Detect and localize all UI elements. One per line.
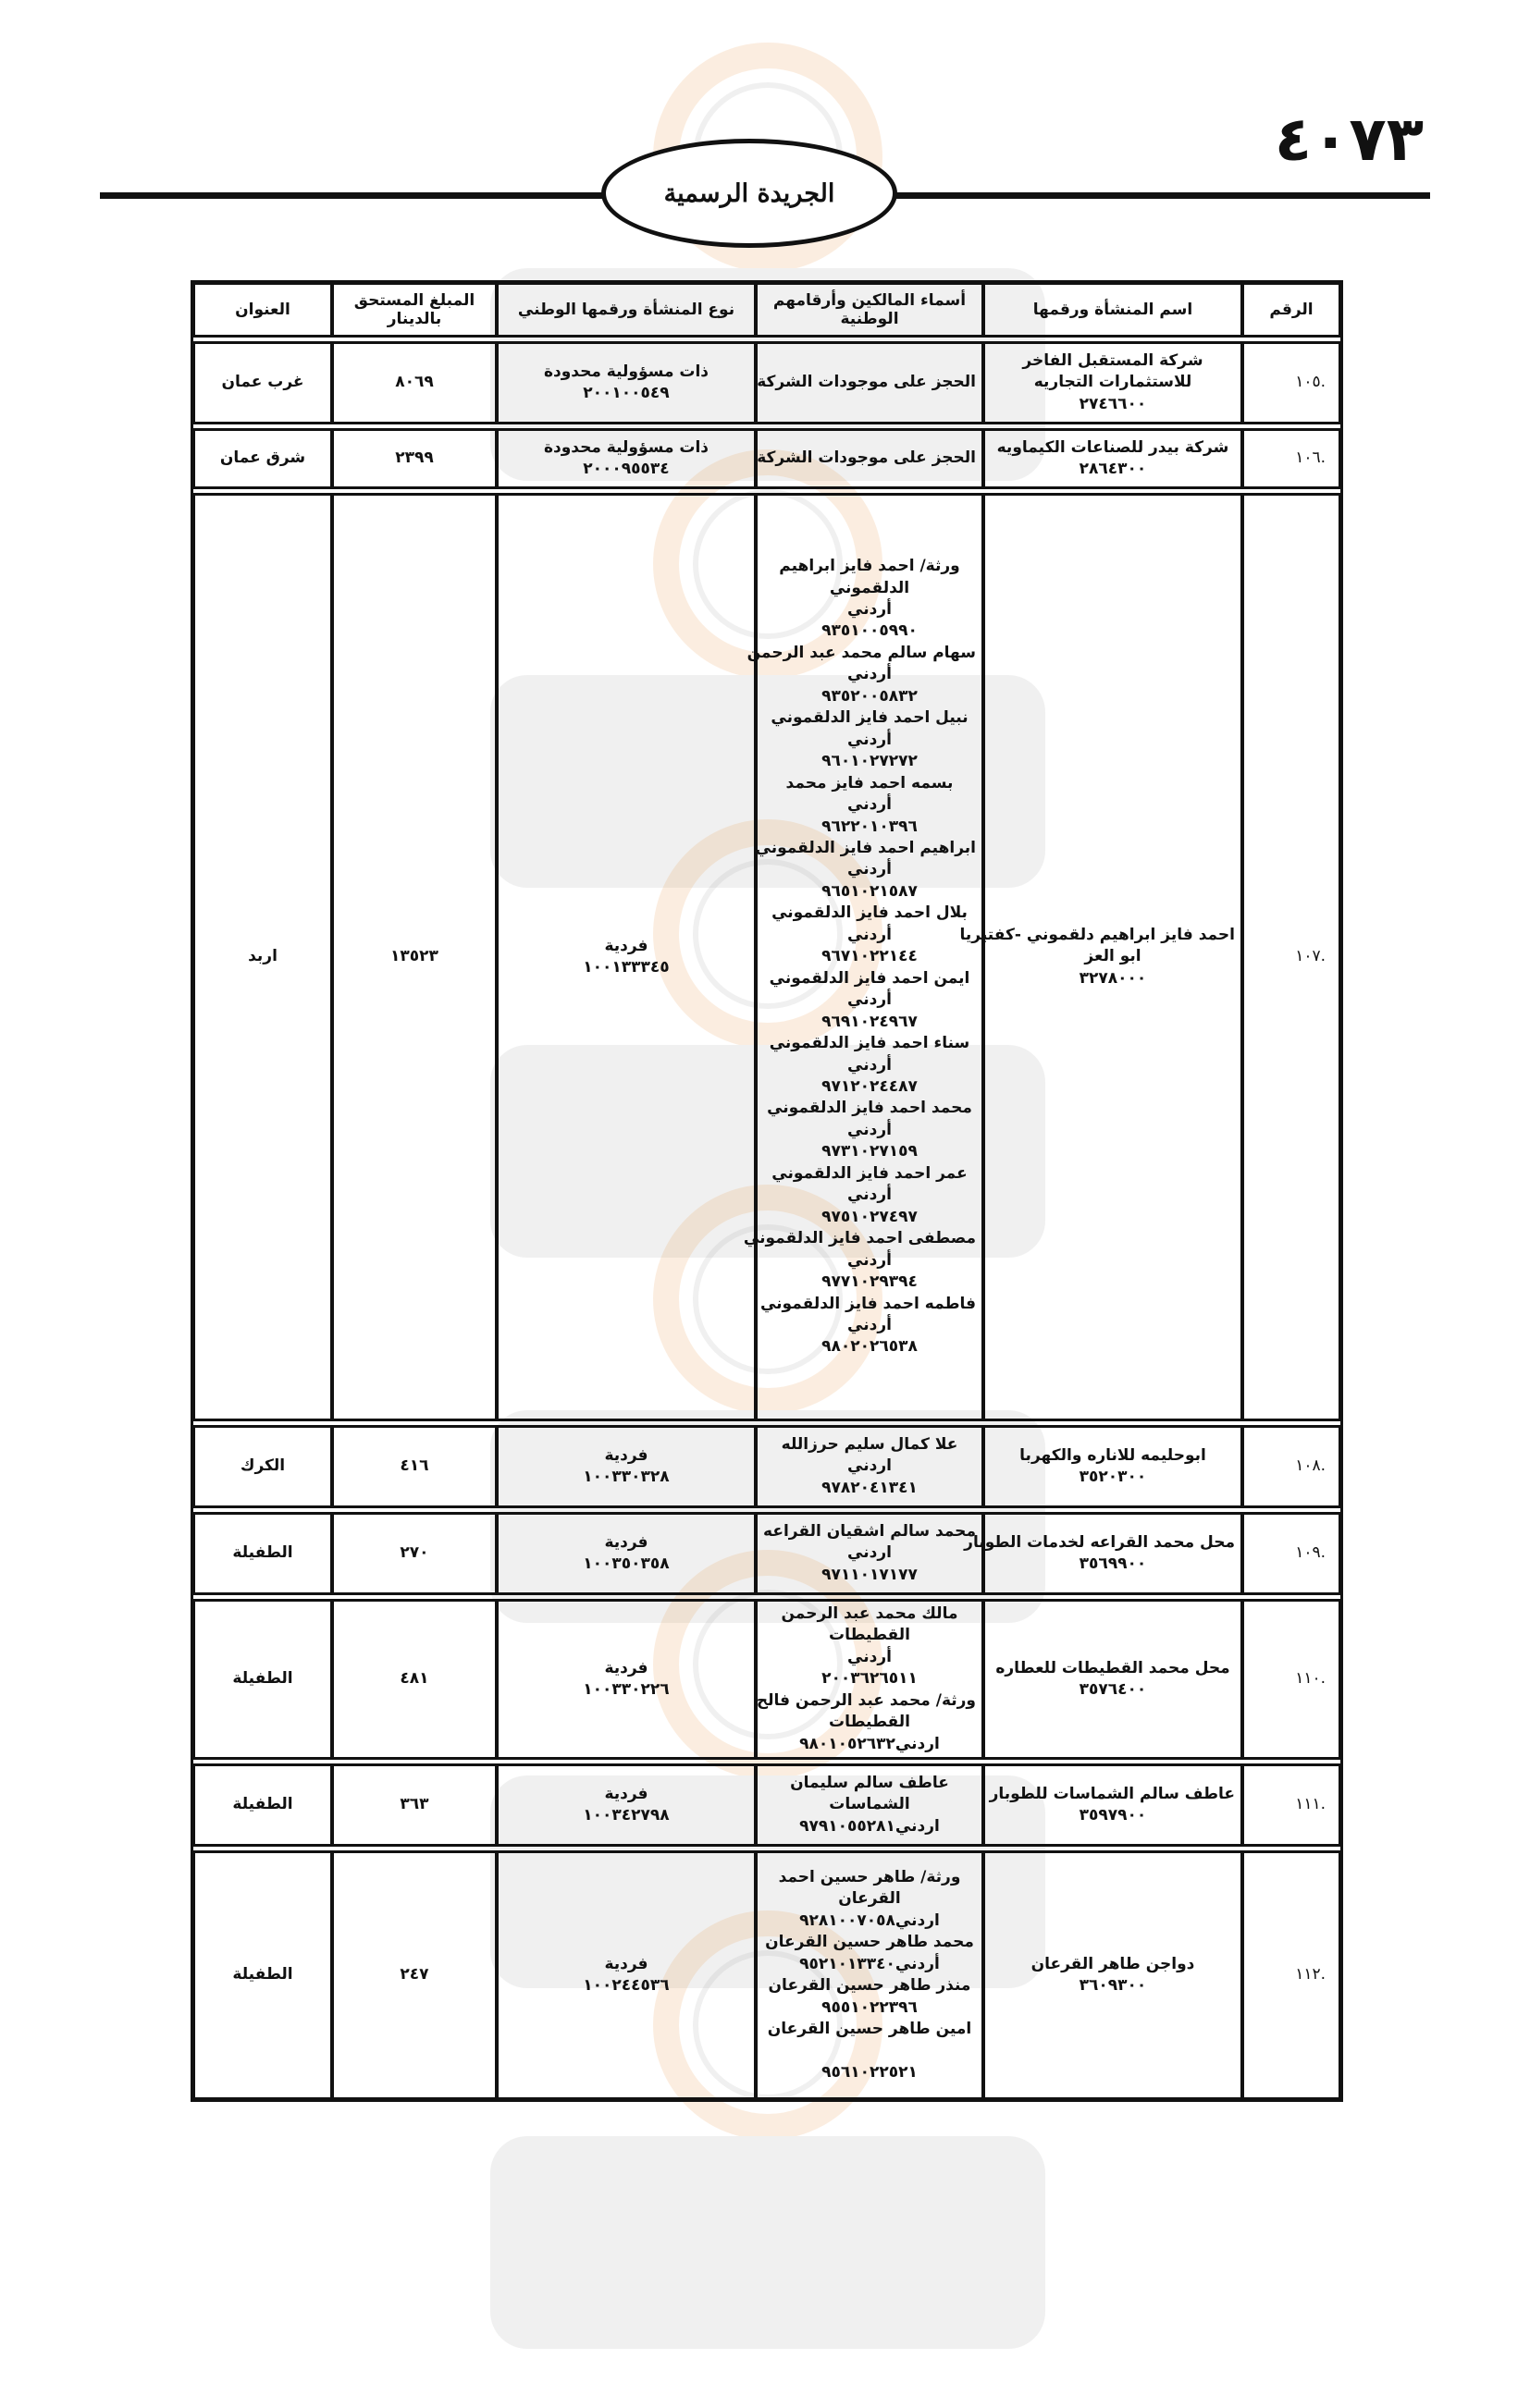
owner-line: ٩٧٣١٠٢٧١٥٩: [821, 1142, 918, 1161]
table-row: [193, 429, 1340, 488]
establishment-name-cell: [983, 1600, 1242, 1759]
table-body: [193, 337, 1340, 2099]
owner-line: أردني: [847, 990, 892, 1010]
owner-line: أردني: [847, 1250, 892, 1270]
owner-line: علا كمال سليم حرزالله: [781, 1434, 958, 1454]
column-header-type: نوع المنشأة ورقمها الوطني: [497, 283, 756, 337]
establishment-type-line: فردية: [604, 1532, 648, 1552]
establishment-name-cell: [983, 342, 1242, 424]
establishment-name-line: شركة المستقبل الفاخر: [1022, 350, 1203, 370]
row-number: .١١٠: [1242, 1600, 1340, 1759]
page-number: ٤٠٧٣: [1274, 104, 1424, 175]
address-cell: اربد: [193, 494, 332, 1420]
establishment-name-cell: [964, 1513, 1242, 1594]
owner-line: مالك محمد عبد الرحمن: [781, 1604, 958, 1623]
owner-line: ٩٧١١٠١٧١٧٧: [821, 1565, 918, 1584]
establishment-name-cell: [983, 429, 1242, 488]
establishment-name-line: ٣٥٢٠٣٠٠: [1079, 1468, 1147, 1486]
row-number: .١٠٩: [1242, 1513, 1340, 1594]
establishment-name-line: ابو العز: [1084, 947, 1141, 966]
establishment-type-line: فردية: [604, 1954, 648, 1973]
owners-cell: [756, 1513, 983, 1594]
owner-line: بسمه احمد فايز محمد: [785, 773, 954, 792]
owner-line: أردني: [847, 1186, 892, 1205]
establishment-type-line: ذات مسؤولية محدودة: [543, 437, 709, 457]
table-row: [193, 1764, 1340, 1846]
row-number: .١٠٥: [1242, 342, 1340, 424]
establishment-type-cell: [497, 429, 756, 488]
owner-line: أردني: [847, 795, 892, 815]
amount-cell: ٨٠٦٩: [332, 342, 497, 424]
owner-line: ايمن احمد فايز الدلقموني: [769, 968, 970, 988]
owners-cell: [756, 1426, 983, 1507]
row-number: .١١١: [1242, 1764, 1340, 1846]
owner-line: ٢٠٠٣٦٢٦٥١١: [821, 1669, 918, 1689]
establishment-type-line: فردية: [604, 936, 648, 955]
column-header-number: الرقم: [1242, 283, 1340, 337]
owners-cell: [756, 1600, 983, 1759]
owner-line: ابراهيم احمد فايز الدلقموني: [755, 839, 976, 857]
establishment-name-line: احمد فايز ابراهيم دلقموني -كفتيريا: [959, 925, 1235, 944]
amount-cell: ١٣٥٢٣: [332, 494, 497, 1420]
establishment-type-line: ١٠٠٣٣٠٢٢٦: [583, 1680, 670, 1700]
owner-line: ٩٥٥١٠٢٢٣٩٦: [821, 1997, 918, 2017]
owner-line: أردني: [847, 1055, 892, 1075]
owner-line: سناء احمد فايز الدلقموني: [769, 1034, 970, 1053]
establishment-name-cell: [983, 1764, 1242, 1846]
owner-line: محمد طاهر حسين القرعان: [765, 1933, 974, 1952]
column-header-establishment: اسم المنشأة ورقمها: [983, 283, 1242, 337]
establishment-name-line: ٣٥٦٩٩٠٠: [1079, 1554, 1147, 1573]
owner-line: امين طاهر حسين القرعان: [767, 2020, 972, 2039]
address-cell: الكرك: [193, 1426, 332, 1507]
owner-line: أردني: [847, 1315, 892, 1334]
gazette-title: الجريدة الرسمية: [663, 178, 835, 208]
owner-line: اردني: [847, 1456, 892, 1476]
amount-cell: ٤٨١: [332, 1600, 497, 1759]
owner-line: اردني: [847, 1543, 892, 1563]
column-header-owners: أسماء المالكين وأرقامهم الوطنية: [756, 283, 983, 337]
owner-line: اردني٩٢٨١٠٠٧٠٥٨: [799, 1910, 940, 1930]
address-cell: الطفيلة: [193, 1851, 332, 2099]
establishment-name-line: ٢٨٦٤٣٠٠: [1079, 460, 1147, 478]
establishment-name-line: محل محمد القراعه لخدمات الطوبار: [964, 1532, 1235, 1552]
establishment-type-line: ١٠٠٣٥٠٣٥٨: [583, 1554, 670, 1573]
amount-cell: ٢٣٩٩: [332, 429, 497, 488]
owner-line: أردني: [847, 860, 892, 879]
owner-line: ٩٦٢٢٠١٠٣٩٦: [821, 817, 918, 836]
table-row: [193, 1851, 1340, 2099]
establishment-type-cell: [497, 1851, 756, 2099]
owner-line: فاطمه احمد فايز الدلقموني: [759, 1294, 976, 1313]
owner-line: القطيطات: [829, 1626, 910, 1645]
establishment-name-cell: [983, 1851, 1242, 2099]
owner-line: أردني: [847, 665, 892, 684]
owner-line: الشماسات: [829, 1795, 910, 1814]
establishment-type-line: ١٠٠١٣٣٣٤٥: [583, 958, 670, 977]
establishment-name-line: شركة بيدر للصناعات الكيماويه: [996, 437, 1229, 457]
address-cell: الطفيلة: [193, 1600, 332, 1759]
establishment-name-line: ٣٦٠٩٣٠٠: [1079, 1976, 1147, 1996]
column-header-address: العنوان: [193, 283, 332, 337]
establishment-type-cell: [497, 342, 756, 424]
owner-line: ٩٦٠١٠٢٧٢٧٢: [821, 752, 918, 771]
owner-line: ٩٦٩١٠٢٤٩٦٧: [821, 1012, 918, 1031]
establishment-name-line: ٣٢٧٨٠٠٠: [1079, 968, 1147, 988]
owner-line: أردني: [847, 925, 892, 944]
owner-line: ورثة/ طاهر حسين احمد: [778, 1867, 961, 1886]
establishment-type-line: ١٠٠٣٣٠٣٢٨: [583, 1468, 670, 1486]
owners-cell: [756, 1851, 983, 2099]
establishment-type-line: ٢٠٠١٠٠٥٤٩: [583, 384, 670, 402]
owner-line: ٩٧٧١٠٢٩٣٩٤: [821, 1272, 918, 1292]
row-number: .١٠٦: [1242, 429, 1340, 488]
table-row: [193, 1426, 1340, 1507]
establishment-type-cell: [497, 1426, 756, 1507]
establishment-name-line: ٣٥٧٦٤٠٠: [1079, 1680, 1147, 1700]
owner-line: سهام سالم محمد عبد الرحمن: [746, 643, 976, 662]
establishment-type-cell: [497, 1513, 756, 1594]
owner-line: منذر طاهر حسين القرعان: [768, 1976, 971, 1996]
owner-line: الدلقموني: [829, 578, 910, 597]
establishment-name-line: ابوحليمه للاناره والكهربا: [1019, 1445, 1206, 1465]
owner-line: ٩٧١٢٠٢٤٤٨٧: [821, 1076, 918, 1096]
column-header-amount: المبلغ المستحق بالدينار: [332, 283, 497, 337]
owner-line: عمر احمد فايز الدلقموني: [771, 1163, 968, 1183]
owner-line: عاطف سالم سليمان: [790, 1773, 949, 1792]
owner-line: أردني٩٥٢١٠١٣٣٤٠: [799, 1954, 940, 1973]
establishment-name-line: ٢٧٤٦٦٠٠: [1079, 394, 1147, 413]
owner-line: محمد احمد فايز الدلقموني: [767, 1099, 972, 1118]
table-row: [193, 342, 1340, 424]
owner-line: ٩٣٥١٠٠٥٩٩٠: [821, 621, 918, 641]
establishment-name-line: عاطف سالم الشماسات للطوبار: [989, 1784, 1235, 1803]
amount-cell: ٤١٦: [332, 1426, 497, 1507]
address-cell: الطفيلة: [193, 1764, 332, 1846]
establishment-type-line: ذات مسؤولية محدودة: [543, 362, 709, 381]
establishment-name-cell: [959, 494, 1242, 1420]
table-row: [193, 1600, 1340, 1759]
establishment-name-line: للاستثمارات التجاريه: [1033, 373, 1192, 392]
owner-line: ورثة/ احمد فايز ابراهيم: [779, 557, 960, 576]
row-number: .١١٢: [1242, 1851, 1340, 2099]
establishment-name-cell: [983, 1426, 1242, 1507]
row-number: .١٠٧: [1242, 494, 1340, 1420]
owners-cell: [743, 494, 983, 1420]
address-cell: غرب عمان: [193, 342, 332, 424]
establishment-type-line: فردية: [604, 1445, 648, 1465]
register-table: [191, 280, 1343, 2102]
owner-line: بلال احمد فايز الدلقموني: [771, 903, 968, 923]
owner-line: اردني٩٨٠١٠٥٢٦٣٢: [799, 1734, 940, 1753]
owner-line: ٩٣٥٢٠٠٥٨٣٢: [821, 686, 918, 706]
owner-line: نبيل احمد فايز الدلقموني: [771, 708, 969, 728]
establishment-type-cell: [497, 1600, 756, 1759]
owner-line: القطيطات: [829, 1713, 910, 1732]
establishment-type-line: فردية: [604, 1784, 648, 1803]
owner-line: القرعان: [838, 1889, 901, 1909]
address-cell: الطفيلة: [193, 1513, 332, 1594]
owner-line: ٩٨٠٢٠٢٦٥٣٨: [821, 1337, 918, 1357]
gazette-title-oval: [601, 139, 897, 248]
owner-line: الحجز على موجودات الشركة: [757, 448, 976, 468]
owner-line: ورثة/ محمد عبد الرحمن فالح: [756, 1690, 976, 1710]
owner-line: ٩٦٧١٠٢٢١٤٤: [821, 947, 918, 966]
establishment-name-line: ٣٥٩٧٩٠٠: [1079, 1806, 1147, 1825]
owners-cell: [756, 1764, 983, 1846]
owner-line: ٩٧٨٢٠٤١٣٤١: [821, 1478, 918, 1497]
owner-line: مصطفى احمد فايز الدلقموني: [743, 1229, 976, 1248]
owner-line: أردني: [847, 730, 892, 749]
owner-line: محمد سالم اشقيان القراعه: [763, 1521, 976, 1541]
establishment-name-line: دواجن طاهر القرعان: [1030, 1954, 1195, 1973]
amount-cell: ٣٦٣: [332, 1764, 497, 1846]
owner-line: الحجز على موجودات الشركة: [757, 373, 976, 392]
owner-line: ٩٥٦١٠٢٢٥٢١: [821, 2062, 918, 2082]
row-number: .١٠٨: [1242, 1426, 1340, 1507]
table-header-row: [193, 283, 1340, 337]
owner-line: أردني: [847, 1120, 892, 1139]
owners-cell: [756, 342, 983, 424]
owner-line: أردني: [847, 600, 892, 620]
establishment-name-line: محل محمد القطيطات للعطاره: [995, 1658, 1230, 1677]
establishment-type-line: ١٠٠٣٤٢٧٩٨: [583, 1806, 670, 1825]
owner-line: [763, 2041, 976, 2062]
owner-line: أردني: [847, 1647, 892, 1666]
address-cell: شرق عمان: [193, 429, 332, 488]
owner-line: ٩٧٥١٠٢٧٤٩٧: [821, 1207, 918, 1226]
establishment-type-cell: [497, 1764, 756, 1846]
establishment-type-line: ٢٠٠٠٩٥٥٣٤: [583, 460, 670, 478]
owner-line: اردني٩٧٩١٠٥٥٢٨١: [799, 1816, 940, 1836]
table-row: [193, 1513, 1340, 1594]
establishment-type-line: ١٠٠٢٤٤٥٣٦: [583, 1976, 670, 1996]
owner-line: ٩٦٥١٠٢١٥٨٧: [821, 881, 918, 901]
establishment-type-cell: [497, 494, 756, 1420]
amount-cell: ٢٤٧: [332, 1851, 497, 2099]
table-row: [193, 494, 1340, 1420]
amount-cell: ٢٧٠: [332, 1513, 497, 1594]
owners-cell: [756, 429, 983, 488]
establishment-type-line: فردية: [604, 1658, 648, 1677]
